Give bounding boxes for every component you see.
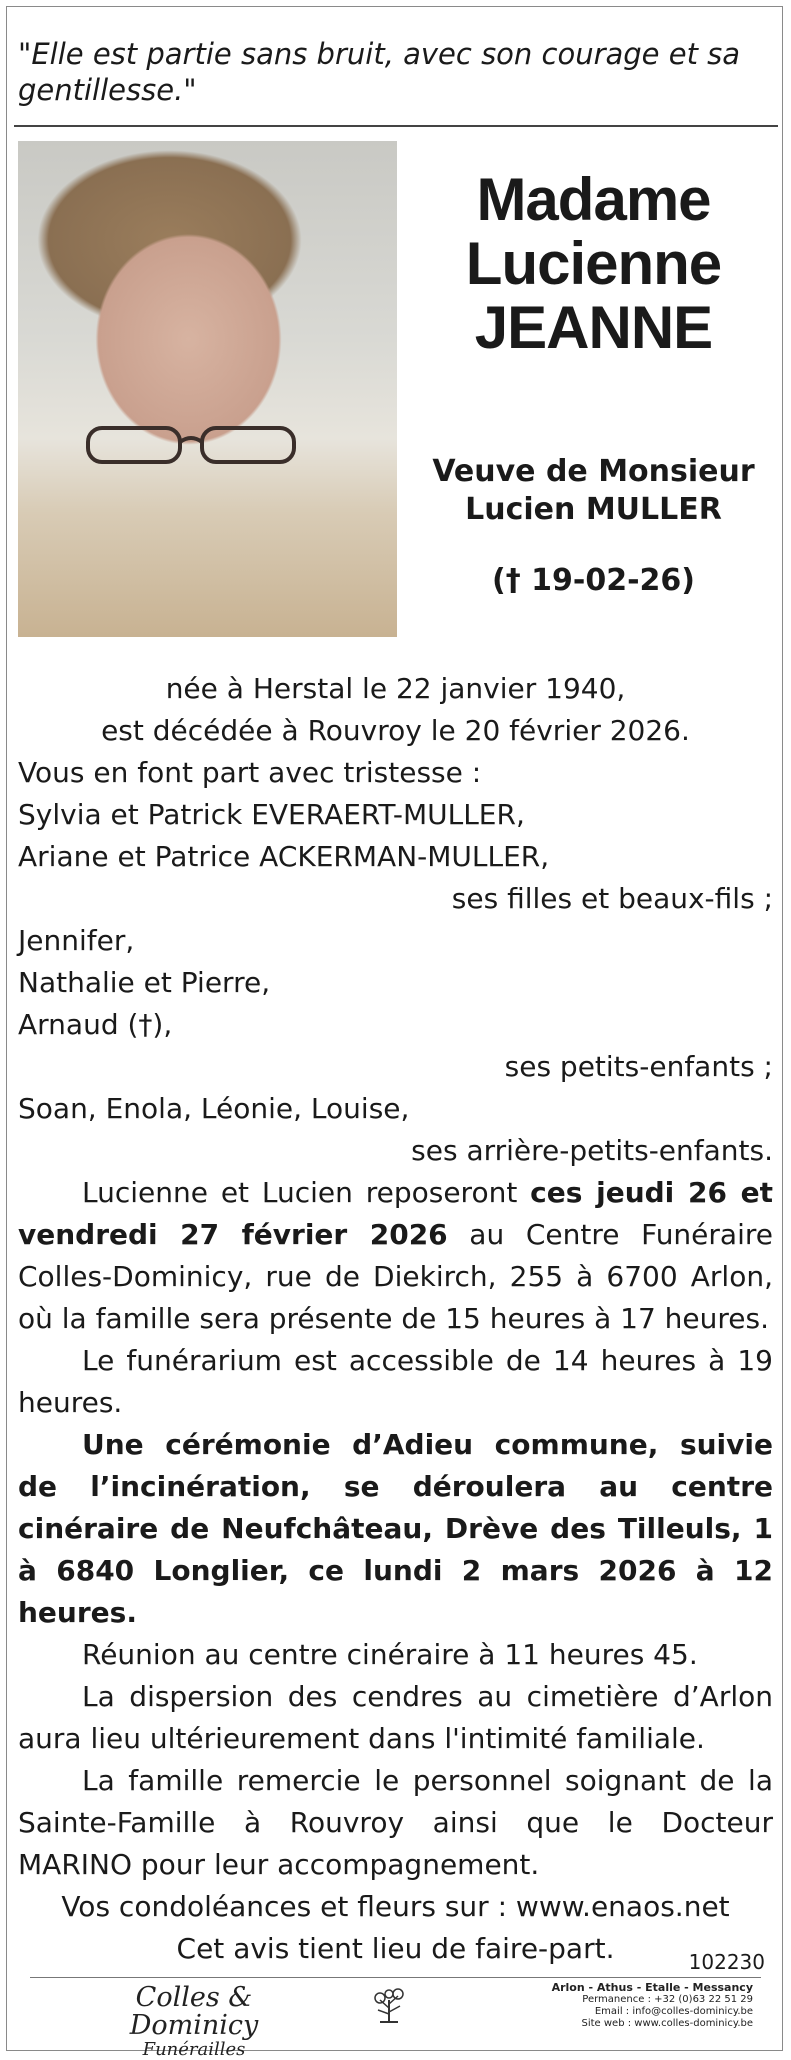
- name-last: JEANNE: [474, 294, 713, 361]
- meeting-paragraph: Réunion au centre cinéraire à 11 heures 45.: [82, 1638, 698, 1671]
- notice-line: Cet avis tient lieu de faire-part.: [176, 1932, 615, 1965]
- family-relation-label: ses filles et beaux-fils ;: [451, 882, 773, 915]
- funeral-home-footer: [30, 1977, 761, 2060]
- visitation-paragraph: [18, 1172, 773, 1340]
- deceased-name: [400, 168, 787, 360]
- notice-body: [18, 668, 773, 1970]
- email-link[interactable]: Email : info@colles-dominicy.be: [594, 2006, 753, 2017]
- funeral-home-logo: [78, 1984, 310, 2060]
- family-member: Ariane et Patrice ACKERMAN-MULLER,: [18, 840, 550, 873]
- widow-line-1: Veuve de Monsieur: [432, 454, 755, 489]
- widow-line-2: Lucien MULLER: [465, 492, 722, 527]
- family-member: Sylvia et Patrick EVERAERT-MULLER,: [18, 798, 525, 831]
- locations: Arlon - Athus - Etalle - Messancy: [551, 1981, 753, 1994]
- widow-of: [400, 453, 787, 529]
- family-relation-label: ses arrière-petits-enfants.: [411, 1134, 773, 1167]
- logo-name: Colles & Dominicy: [129, 1982, 259, 2041]
- thanks-paragraph: La famille remercie le personnel soignant de la Sainte-Famille à Rouvroy ainsi que le Docteur MARINO pour leur accompagnement.: [18, 1764, 773, 1881]
- death-line: est décédée à Rouvroy le 20 février 2026.: [101, 714, 690, 747]
- visitation-text: Lucienne et Lucien reposeront: [82, 1176, 531, 1209]
- hours-paragraph: Le funérarium est accessible de 14 heures à 19 heures.: [18, 1344, 773, 1419]
- visitation-dates: ces jeudi 26 et vendredi 27 février 2026: [18, 1176, 774, 1251]
- family-member: Arnaud (†),: [18, 1008, 173, 1041]
- epitaph-quote: "Elle est partie sans bruit, avec son courage et sa gentillesse.": [18, 37, 741, 107]
- divider: [14, 125, 778, 127]
- phone: Permanence : +32 (0)63 22 51 29: [582, 1994, 753, 2005]
- logo-subtitle: Funérailles: [142, 2039, 246, 2060]
- portrait-photo: [18, 141, 397, 637]
- announce-line: Vous en font part avec tristesse :: [18, 756, 482, 789]
- ceremony-paragraph: Une cérémonie d’Adieu commune, suivie de l’incinération, se déroulera au centre cinéraire de Neufchâteau, Drève des Tilleuls, 1 à 6840 Longlier, ce lundi 2 mars 2026 à 12 heures.: [18, 1428, 773, 1629]
- name-title: Madame: [476, 166, 711, 233]
- condolences-line: Vos condoléances et fleurs sur : www.enaos.net: [61, 1890, 730, 1923]
- birth-line: née à Herstal le 22 janvier 1940,: [165, 672, 626, 705]
- family-member: Nathalie et Pierre,: [18, 966, 271, 999]
- visitation-location: au Centre Funéraire Colles-Dominicy, rue de Diekirch, 255 à 6700 Arlon, où la famille sera présente de 15 heures à 17 heures.: [18, 1218, 773, 1335]
- tree-icon: [366, 1986, 412, 2024]
- family-relation-label: ses petits-enfants ;: [504, 1050, 773, 1083]
- reference-number: 102230: [688, 1950, 765, 1974]
- spouse-death-date: († 19-02-26): [491, 563, 695, 598]
- family-member: Soan, Enola, Léonie, Louise,: [18, 1092, 410, 1125]
- name-first: Lucienne: [465, 230, 722, 297]
- family-member: Jennifer,: [18, 924, 135, 957]
- ashes-paragraph: La dispersion des cendres au cimetière d’Arlon aura lieu ultérieurement dans l'intimité familiale.: [18, 1680, 773, 1755]
- website-link[interactable]: Site web : www.colles-dominicy.be: [581, 2018, 753, 2029]
- glasses-icon: [84, 424, 304, 466]
- contact-info: [513, 1982, 753, 2030]
